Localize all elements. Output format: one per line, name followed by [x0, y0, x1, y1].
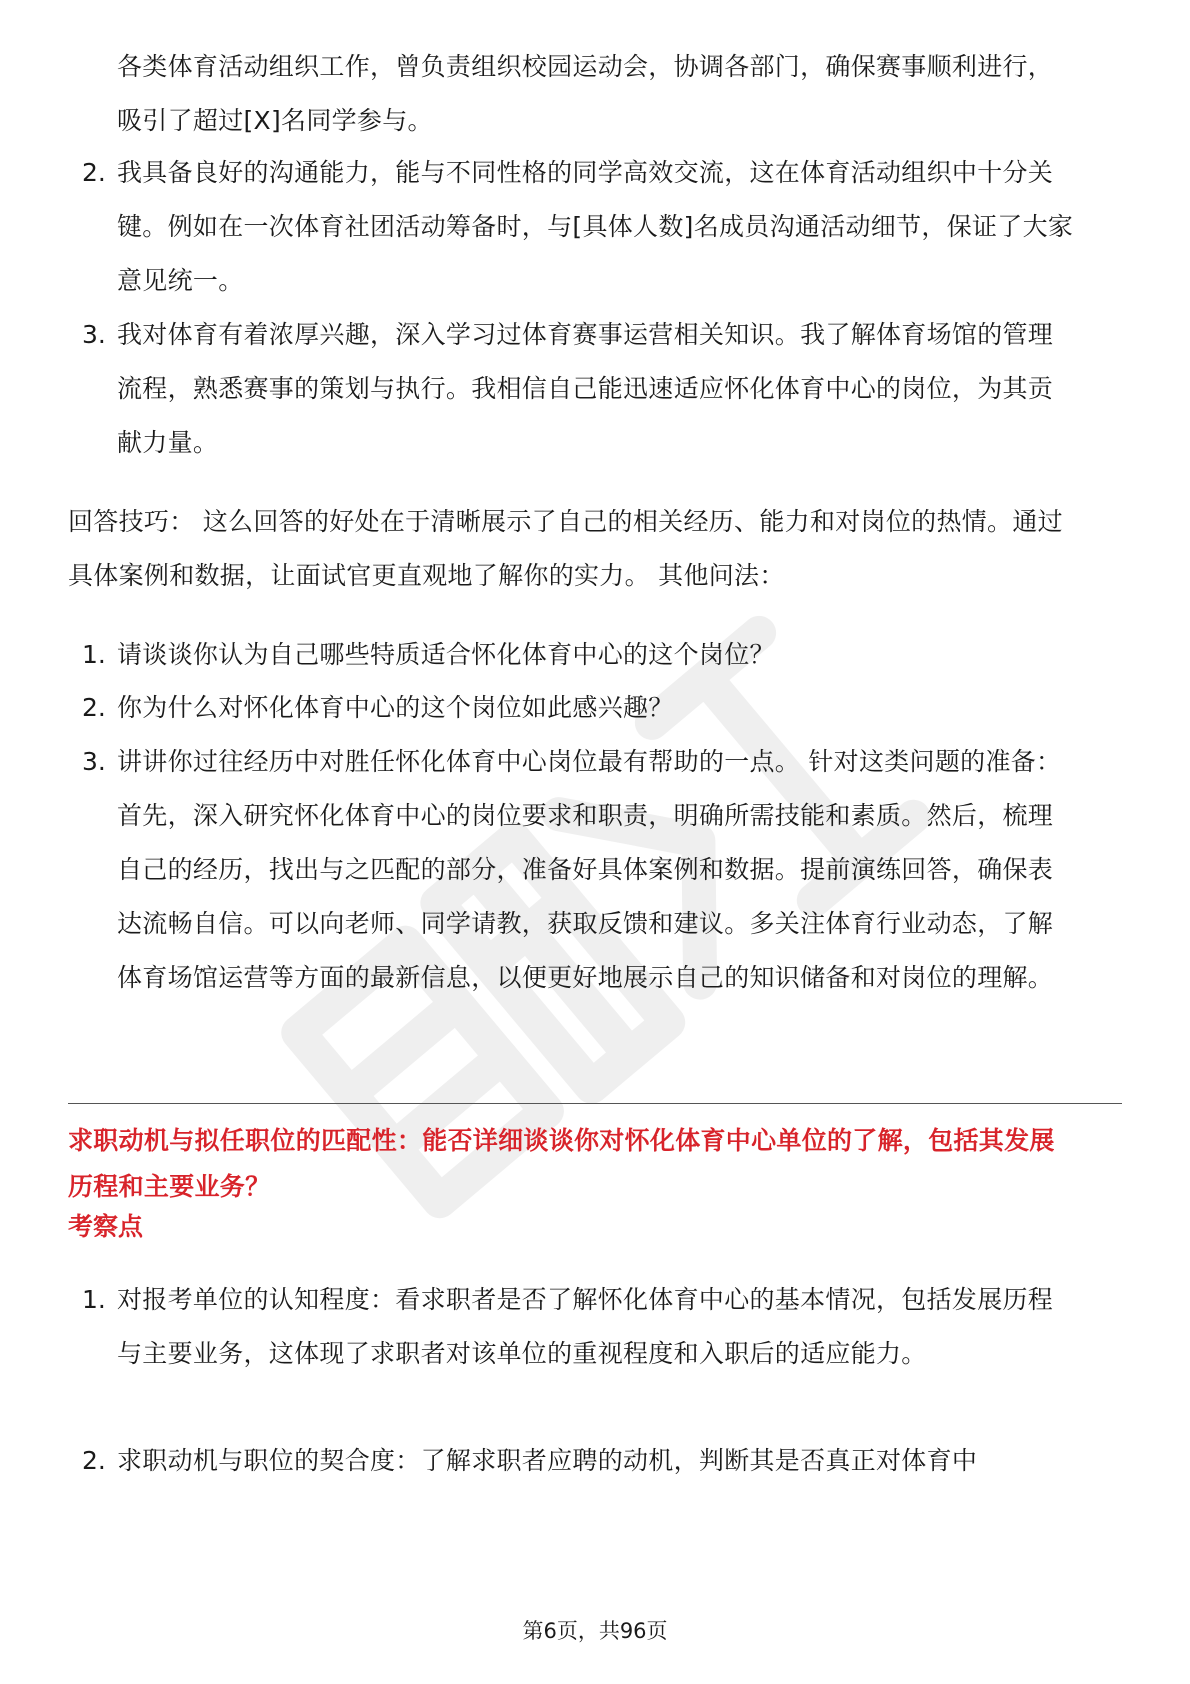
list-item-text: 讲讲你过往经历中对胜任怀化体育中心岗位最有帮助的一点。 针对这类问题的准备： 首先，深入研究怀化体育中心的岗位要求和职责，明确所需技能和素质。然后，梳理自己的经历，找出与之匹配的部分，准备好具体案例和数据。提前演练回答，确保表达流畅自信。可以向老师、同学请教，获取反馈和建议。多关注体育行业动态，了解体育场馆运营等方面的最新信息，以便更好地展示自己的知识储备和对岗位的理解。 [117, 747, 1062, 992]
list-number: 2. [82, 693, 106, 722]
list-item-text: 我具备良好的沟通能力，能与不同性格的同学高效交流，这在体育活动组织中十分关键。例如在一次体育社团活动筹备时，与[具体人数]名成员沟通活动细节，保证了大家意见统一。 [117, 158, 1074, 295]
list-number: 3. [82, 747, 106, 776]
page-number: 第6页，共96页 [522, 1619, 668, 1643]
list-number: 2. [82, 1446, 106, 1475]
list-item-text: 求职动机与职位的契合度：了解求职者应聘的动机，判断其是否真正对体育中 [117, 1446, 978, 1475]
continuation-paragraph [117, 40, 1077, 148]
list-item-text: 你为什么对怀化体育中心的这个岗位如此感兴趣？ [117, 693, 674, 722]
list-item-text: 请谈谈你认为自己哪些特质适合怀化体育中心的这个岗位？ [117, 640, 775, 669]
continuation-text: 各类体育活动组织工作，曾负责组织校园运动会，协调各部门，确保赛事顺利进行，吸引了超过[X]名同学参与。 [117, 52, 1054, 135]
section-divider [68, 1103, 1122, 1104]
list-number: 1. [82, 640, 106, 669]
assessment-subheading: 考察点 [68, 1212, 144, 1241]
tips-paragraph [68, 495, 1078, 603]
question-heading: 求职动机与拟任职位的匹配性：能否详细谈谈你对怀化体育中心单位的了解，包括其发展历程和主要业务？ [68, 1126, 1055, 1201]
list-number: 2. [82, 158, 106, 187]
list-number: 3. [82, 320, 106, 349]
tips-text: 回答技巧： 这么回答的好处在于清晰展示了自己的相关经历、能力和对岗位的热情。通过具体案例和数据，让面试官更直观地了解你的实力。 其他问法： [68, 507, 1063, 590]
list-number: 1. [82, 1285, 106, 1314]
list-item-text: 对报考单位的认知程度：看求职者是否了解怀化体育中心的基本情况，包括发展历程与主要业务，这体现了求职者对该单位的重视程度和入职后的适应能力。 [117, 1285, 1054, 1368]
list-item-text: 我对体育有着浓厚兴趣，深入学习过体育赛事运营相关知识。我了解体育场馆的管理流程，熟悉赛事的策划与执行。我相信自己能迅速适应怀化体育中心的岗位，为其贡献力量。 [117, 320, 1054, 457]
